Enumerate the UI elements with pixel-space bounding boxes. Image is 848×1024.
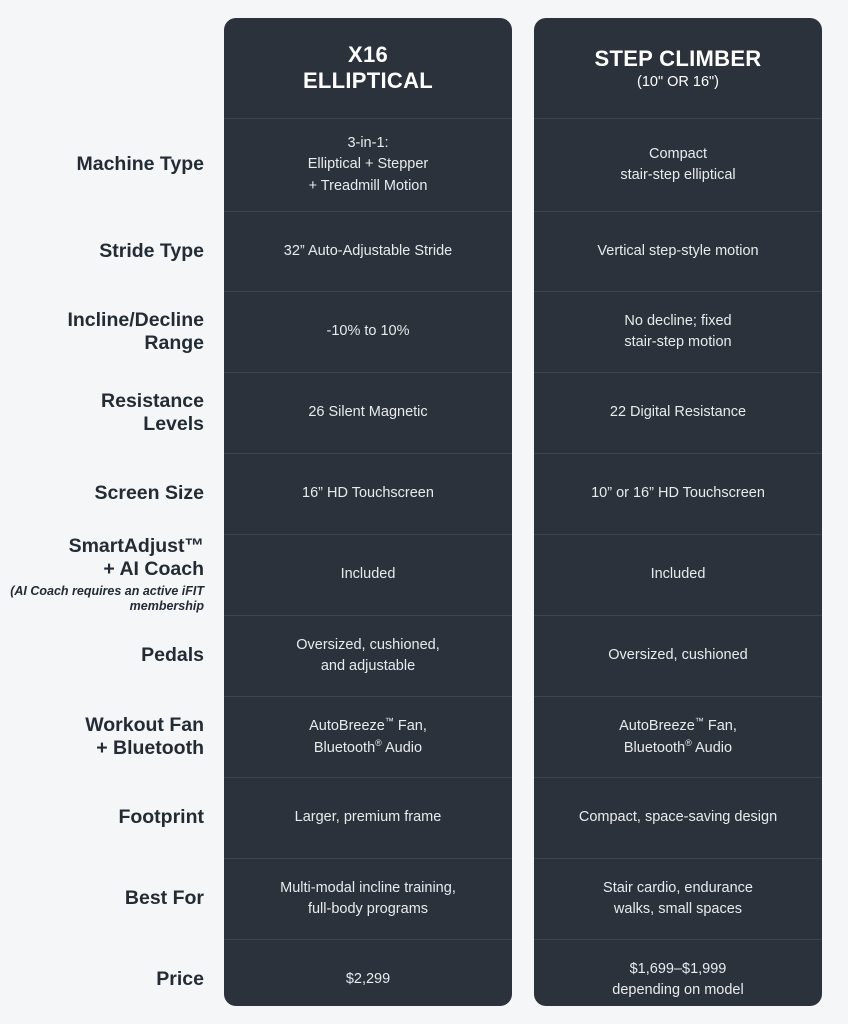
row-label-footprint xyxy=(0,777,204,858)
row-label-text: Price xyxy=(156,968,204,991)
cell-text: Included xyxy=(340,566,396,583)
row-label-resistance-levels xyxy=(0,372,204,453)
cell-text: Included xyxy=(650,566,706,583)
cell-text: Multi-modal incline training, full-body programs xyxy=(280,879,456,917)
cell-x16-incline-decline-range xyxy=(224,291,512,372)
row-label-text: Best For xyxy=(124,887,204,910)
cell-text: Stair cardio, endurance walks, small spaces xyxy=(603,879,753,917)
cell-text: 16” HD Touchscreen xyxy=(302,485,434,502)
cell-step-pedals xyxy=(534,615,822,696)
cell-step-screen-size xyxy=(534,453,822,534)
cell-step-resistance-levels xyxy=(534,372,822,453)
row-label-note: (AI Coach requires an active iFIT membership xyxy=(10,584,204,613)
cell-text: Oversized, cushioned, and adjustable xyxy=(296,636,440,674)
cell-text: AutoBreeze™ Fan, Bluetooth® Audio xyxy=(619,716,737,756)
column-header-step-climber xyxy=(534,18,822,118)
cell-text: Oversized, cushioned xyxy=(608,647,748,664)
cell-text: AutoBreeze™ Fan, Bluetooth® Audio xyxy=(309,716,427,756)
row-label-text: Resistance Levels xyxy=(101,390,204,435)
cell-text: $2,299 xyxy=(345,971,391,988)
column-title: STEP CLIMBER xyxy=(594,45,762,71)
cell-step-footprint xyxy=(534,777,822,858)
cell-text: Compact, space-saving design xyxy=(578,809,778,826)
column-title-line1: X16 xyxy=(347,42,389,68)
cell-text: 32” Auto-Adjustable Stride xyxy=(283,242,453,259)
row-label-text: Workout Fan + Bluetooth xyxy=(85,714,204,759)
row-label-machine-type xyxy=(0,118,204,211)
cell-x16-smartadjust-ai-coach xyxy=(224,534,512,615)
cell-text: 22 Digital Resistance xyxy=(609,404,747,421)
cell-x16-footprint xyxy=(224,777,512,858)
row-label-workout-fan-bluetooth xyxy=(0,696,204,777)
cell-step-stride-type xyxy=(534,211,822,291)
row-label-text: Screen Size xyxy=(94,482,204,505)
column-title xyxy=(303,42,433,94)
cell-x16-workout-fan-bluetooth xyxy=(224,696,512,777)
column-header-x16-elliptical xyxy=(224,18,512,118)
cell-step-workout-fan-bluetooth xyxy=(534,696,822,777)
product-column-step-climber xyxy=(534,18,822,1006)
cell-text: Compact stair-step elliptical xyxy=(620,145,736,183)
cell-text: Larger, premium frame xyxy=(294,809,442,826)
cell-step-smartadjust-ai-coach xyxy=(534,534,822,615)
cell-x16-screen-size xyxy=(224,453,512,534)
row-label-text: Pedals xyxy=(141,644,204,667)
column-title-line2: ELLIPTICAL xyxy=(302,68,434,93)
cell-x16-stride-type xyxy=(224,211,512,291)
row-label-text: Incline/Decline Range xyxy=(67,309,204,354)
row-label-stride-type xyxy=(0,211,204,291)
row-label-text: Footprint xyxy=(118,806,204,829)
cell-text: 10” or 16” HD Touchscreen xyxy=(591,485,765,502)
cell-step-price xyxy=(534,939,822,1006)
cell-text: 26 Silent Magnetic xyxy=(308,404,428,421)
cell-text: 3-in-1: Elliptical + Stepper + Treadmill Motion xyxy=(307,135,429,194)
row-label-best-for xyxy=(0,858,204,939)
row-label-column xyxy=(0,18,224,1006)
column-subtitle: (10" OR 16") xyxy=(636,74,719,91)
cell-x16-pedals xyxy=(224,615,512,696)
row-label-text: SmartAdjust™ + AI Coach xyxy=(68,535,204,580)
cell-text: No decline; fixed stair-step motion xyxy=(624,312,732,350)
cell-step-best-for xyxy=(534,858,822,939)
cell-text: Vertical step-style motion xyxy=(597,242,759,259)
cell-x16-best-for xyxy=(224,858,512,939)
row-label-price xyxy=(0,939,204,1020)
row-label-text: Stride Type xyxy=(99,239,204,262)
row-label-text: Machine Type xyxy=(76,153,204,176)
row-label-screen-size xyxy=(0,453,204,534)
row-label-pedals xyxy=(0,615,204,696)
cell-step-machine-type xyxy=(534,118,822,211)
cell-text: -10% to 10% xyxy=(326,323,410,340)
row-label-incline-decline-range xyxy=(0,291,204,372)
cell-x16-machine-type xyxy=(224,118,512,211)
row-label-smartadjust-ai-coach xyxy=(0,534,204,615)
cell-text: $1,699–$1,999 depending on model xyxy=(612,960,744,998)
product-column-x16-elliptical xyxy=(224,18,512,1006)
cell-step-incline-decline-range xyxy=(534,291,822,372)
cell-x16-price xyxy=(224,939,512,1006)
label-header-spacer xyxy=(0,18,204,118)
cell-x16-resistance-levels xyxy=(224,372,512,453)
